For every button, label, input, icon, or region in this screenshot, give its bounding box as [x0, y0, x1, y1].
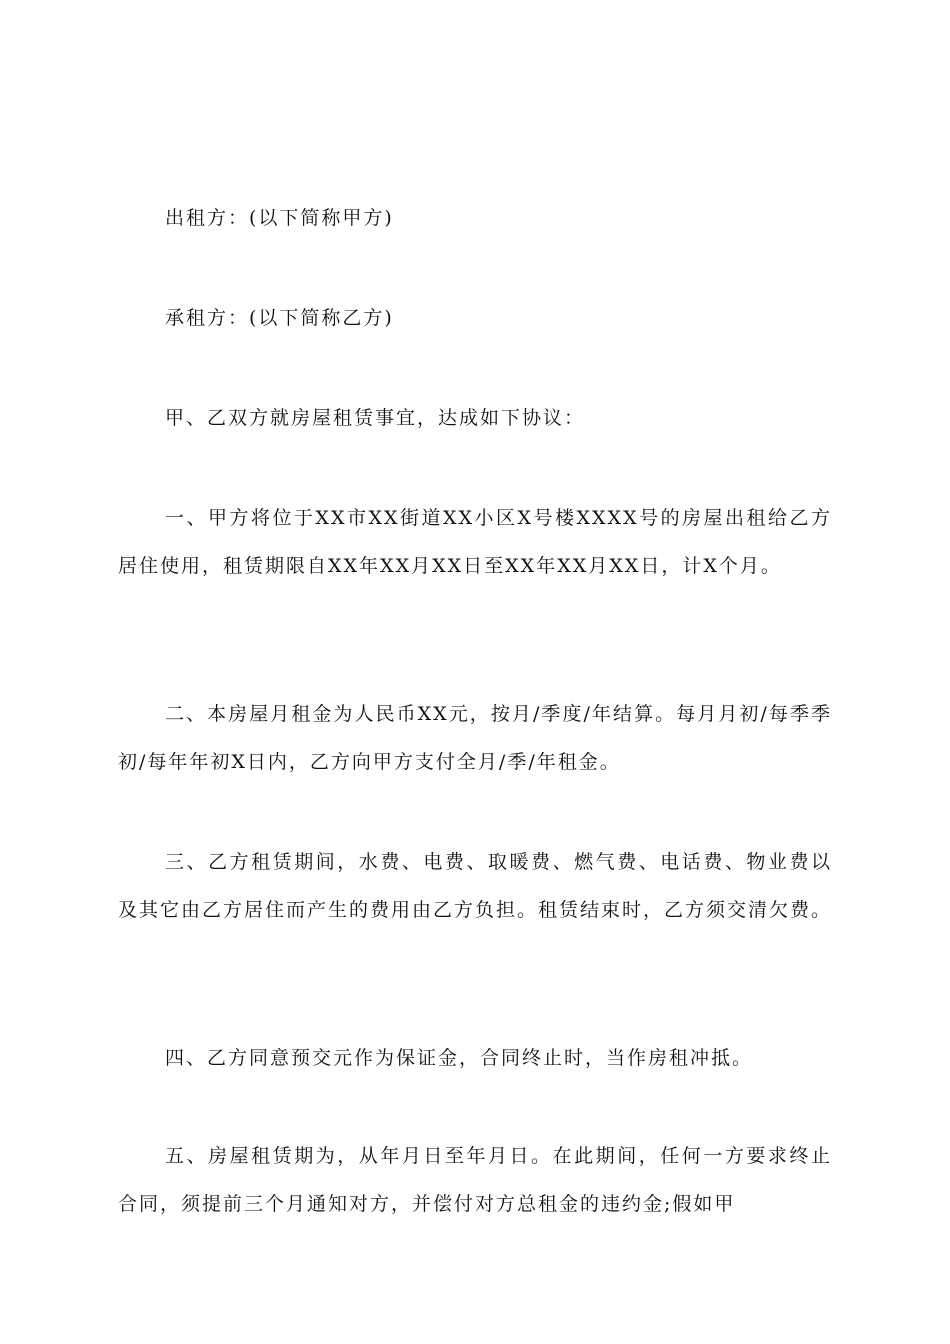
clause-1: 一、甲方将位于XX市XX街道XX小区X号楼XXXX号的房屋出租给乙方居住使用，租赁期限自XX年XX月XX日至XX年XX月XX日，计X个月。 — [118, 507, 832, 577]
lessor-line: 出租方：(以下简称甲方) — [165, 207, 394, 229]
clause-5: 五、房屋租赁期为，从年月日至年月日。在此期间，任何一方要求终止合同，须提前三个月通知对方，并偿付对方总租金的违约金;假如甲 — [118, 1145, 832, 1215]
clause-3: 三、乙方租赁期间，水费、电费、取暖费、燃气费、电话费、物业费以及其它由乙方居住而产生的费用由乙方负担。租赁结束时，乙方须交清欠费。 — [118, 851, 833, 921]
lessee-line: 承租方：(以下简称乙方) — [165, 307, 394, 329]
clause-4: 四、乙方同意预交元作为保证金，合同终止时，当作房租冲抵。 — [165, 1047, 754, 1069]
agreement-intro: 甲、乙双方就房屋租赁事宜，达成如下协议： — [165, 407, 586, 429]
clause-2: 二、本房屋月租金为人民币XX元，按月/季度/年结算。每月月初/每季季初/每年年初X日内，乙方向甲方支付全月/季/年租金。 — [118, 703, 832, 773]
